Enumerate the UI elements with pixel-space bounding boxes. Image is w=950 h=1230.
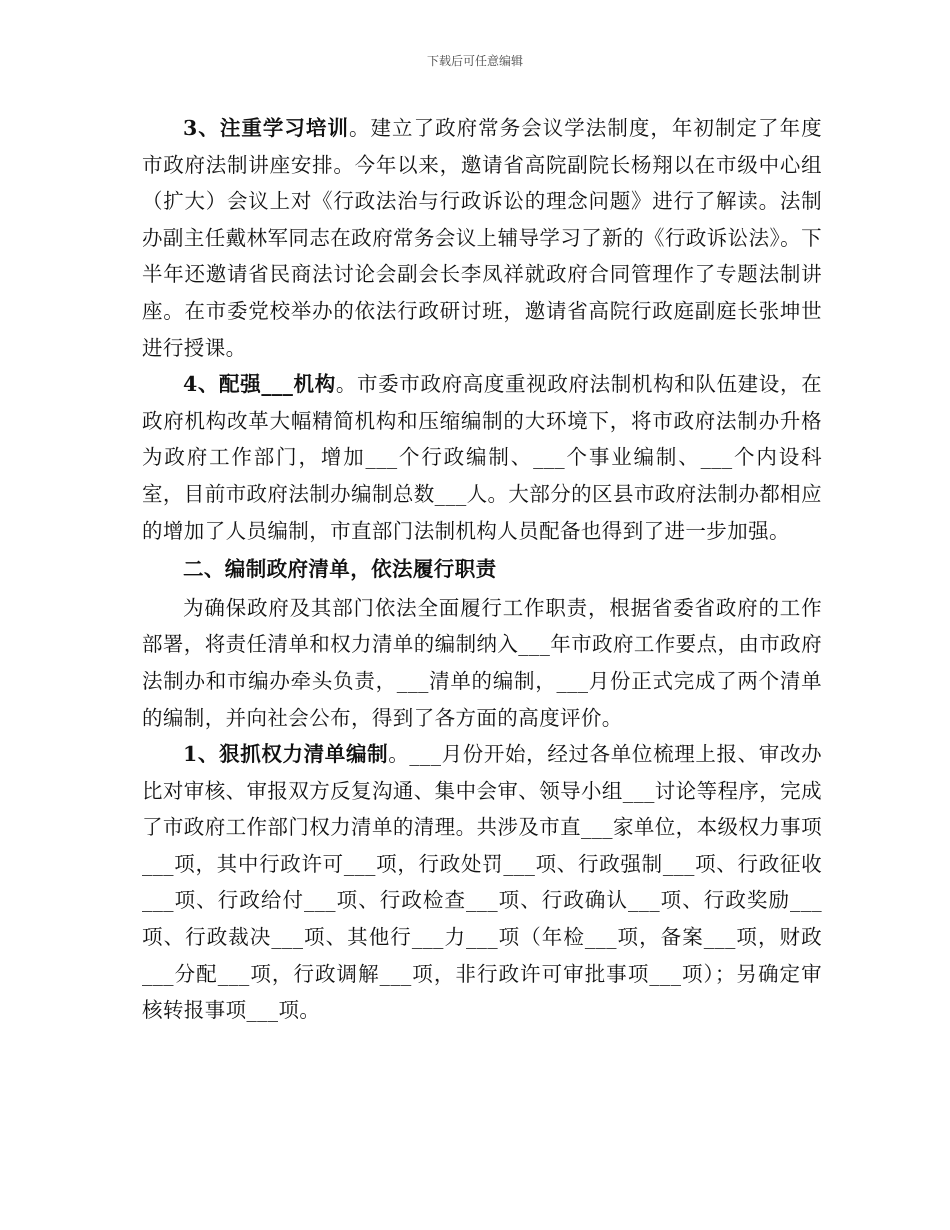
paragraph-text-power-list: 。___月份开始，经过各单位梳理上报、审改办比对审核、审报双方反复沟通、集中会审、领导小组___讨论等程序，完成了市政府工作部门权力清单的清理。共涉及市直___家单位，本级权力事项___项，其中行政许可___项，行政处罚___项、行政强制___项、行政征收___项、行政给付___项、行政检查___项、行政确认___项、行政奖励___项、行政裁决___项、其他行___力___项（年检___项，备案___项，财政___分配___项，行政调解___项，非行政许可审批事项___项）；另确定审核转报事项___项。 (142, 742, 822, 1023)
paragraph-power-list (142, 736, 822, 1029)
paragraph-lead-study-training: 3、注重学习培训 (183, 116, 349, 140)
page-header-note: 下载后可任意编辑 (426, 54, 523, 68)
paragraph-text-strengthen-institution: 。市委市政府高度重视政府法制机构和队伍建设，在政府机构改革大幅精简机构和压缩编制的大环境下，将市政府法制办升格为政府工作部门，增加___个行政编制、___个事业编制、___个内设科室，目前市政府法制办编制总数___人。大部分的区县市政府法制办都相应的增加了人员编制，市直部门法制机构人员配备也得到了进一步加强。 (142, 372, 822, 543)
paragraph-lead-strengthen-institution: 4、配强___机构 (183, 372, 336, 397)
paragraph-government-lists: 为确保政府及其部门依法全面履行工作职责，根据省委省政府的工作部署，将责任清单和权力清单的编制纳入___年市政府工作要点，由市政府法制办和市编办牵头负责，___清单的编制，___月份正式完成了两个清单的编制，并向社会公布，得到了各方面的高度评价。 (142, 595, 822, 730)
document-body (142, 110, 822, 1029)
paragraph-study-training (142, 110, 822, 366)
section-heading-2: 二、编制政府清单，依法履行职责 (183, 557, 497, 582)
paragraph-strengthen-institution (142, 366, 822, 549)
paragraph-text-study-training: 。建立了政府常务会议学法制度，年初制定了年度市政府法制讲座安排。今年以来，邀请省高院副院长杨翔以在市级中心组（扩大）会议上对《行政法治与行政诉讼的理念问题》进行了解读。法制办副主任戴林军同志在政府常务会议上辅导学习了新的《行政诉讼法》。下半年还邀请省民商法讨论会副会长李凤祥就政府合同管理作了专题法制讲座。在市委党校举办的依法行政研讨班，邀请省高院行政庭副庭长张坤世进行授课。 (142, 116, 822, 360)
paragraph-lead-power-list: 1、狠抓权力清单编制 (183, 742, 389, 767)
